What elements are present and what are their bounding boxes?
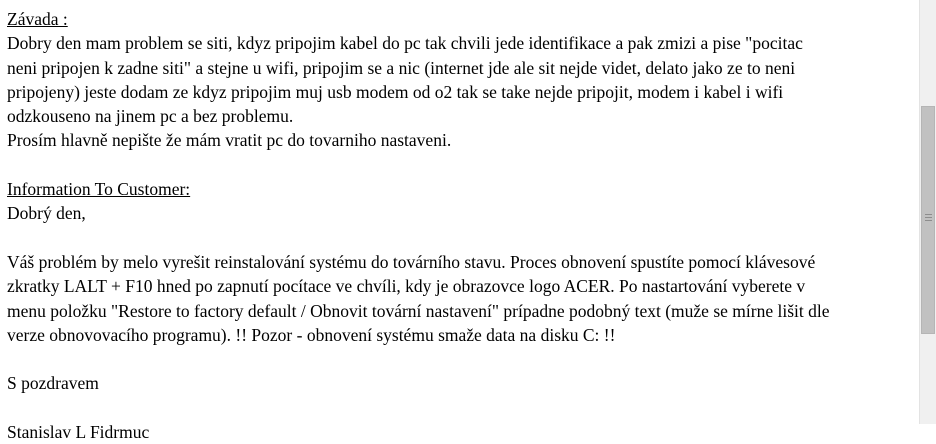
- answer-text-line: Váš problém by melo vyrešit reinstalování systému do továrního stavu. Proces obnovení spustíte pomocí klávesové: [7, 251, 816, 272]
- answer-text-line: zkratky LALT + F10 hned po zapnutí pocítace ve chvíli, kdy je obrazovce logo ACER. Po nastartování vyberete v: [7, 276, 806, 297]
- grip-line: [925, 214, 932, 215]
- spacer: [7, 347, 919, 371]
- vertical-scrollbar[interactable]: [919, 0, 936, 424]
- greeting: Dobrý den,: [7, 203, 86, 224]
- message-body: [7, 7, 919, 444]
- closing: S pozdravem: [7, 373, 99, 394]
- grip-line: [925, 220, 932, 221]
- defect-text-line: pripojeny) jeste dodam ze kdyz pripojim muj usb modem od o2 tak se take nejde pripojit, modem i kabel i wifi: [7, 81, 784, 102]
- answer-text-line: menu položku "Restore to factory default / Obnovit tovární nastavení" prípadne podobný text (muže se mírne lišit dle: [7, 300, 830, 321]
- defect-text-line: odzkouseno na jinem pc a bez problemu.: [7, 106, 294, 127]
- spacer: [7, 153, 919, 177]
- spacer: [7, 226, 919, 250]
- info-heading: Information To Customer:: [7, 179, 191, 200]
- defect-text-line: Prosím hlavně nepište že mám vratit pc do tovarniho nastaveni.: [7, 130, 452, 151]
- defect-heading: Závada :: [7, 9, 68, 29]
- defect-text-line: Dobry den mam problem se siti, kdyz pripojim kabel do pc tak chvili jede identifikace a pak zmizi a pise "pocitac: [7, 33, 803, 54]
- signature: Stanislav L Fidrmuc: [7, 422, 150, 443]
- scrollbar-thumb[interactable]: [921, 106, 935, 334]
- answer-text-line: verze obnovovacího programu). !! Pozor - obnovení systému smaže data na disku C: !!: [7, 324, 616, 345]
- grip-line: [925, 217, 932, 218]
- defect-text-line: neni pripojen k zadne siti" a stejne u wifi, pripojim se a nic (internet jde ale sit nejde videt, delato jako ze to neni: [7, 57, 796, 78]
- spacer: [7, 396, 919, 420]
